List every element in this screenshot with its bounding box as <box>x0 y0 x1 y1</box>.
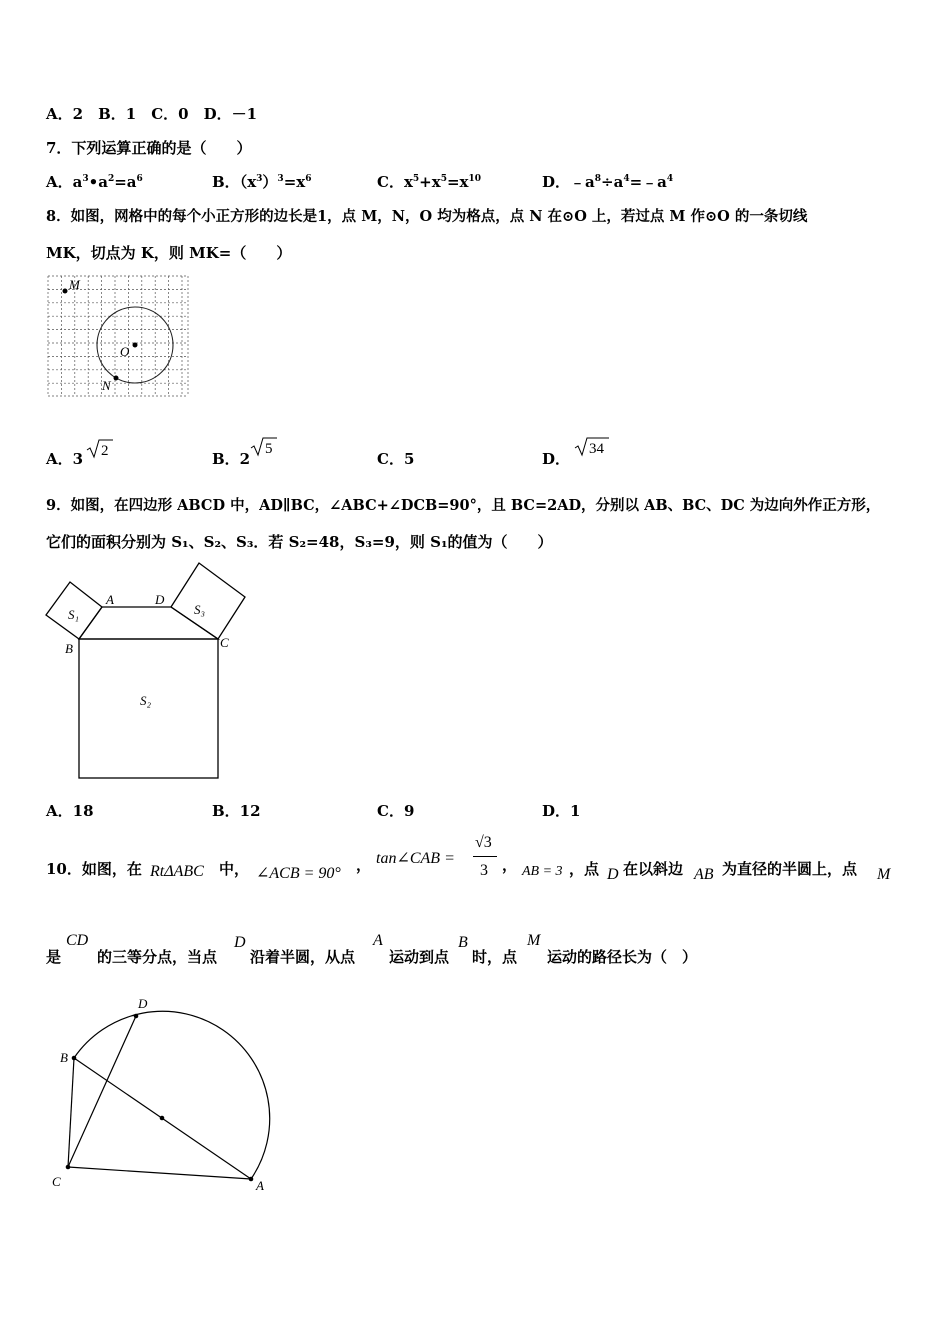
q10-segment-cd: CD <box>66 932 89 949</box>
point-b <box>72 1056 77 1061</box>
q8-option-a-radical <box>86 438 114 460</box>
label-c: C <box>52 1174 61 1189</box>
q10-point-d: D <box>607 866 619 883</box>
square-s3 <box>171 563 245 639</box>
q6-options: A．2 B．1 C．0 D．－1 <box>46 105 258 123</box>
label-o: O <box>120 344 130 359</box>
q10-segment-ab: AB <box>694 866 714 883</box>
q10-rt-triangle: RtΔABC <box>150 863 204 880</box>
q10-line2-text1: 的三等分点，当点 <box>97 948 218 966</box>
q9-stem-line1: 9．如图，在四边形 ABCD 中，AD∥BC，∠ABC+∠DCB=90°，且 BC=2AD，分别以 AB、BC、DC 为边向外作正方形， <box>46 497 881 514</box>
q9-option-d: D．1 <box>542 802 581 820</box>
label-s3: S₃ <box>194 602 206 617</box>
q7-option-c: C．$x^5+x^5=x^{10}$ <box>377 173 481 191</box>
q10-angle-acb: ∠ACB = 90° <box>256 865 341 882</box>
label-a: A <box>256 1178 264 1193</box>
q10-line2-text4: 时，点 <box>472 948 518 966</box>
svg-text:34: 34 <box>589 441 604 457</box>
label-a: A <box>106 592 114 607</box>
point-o <box>133 343 138 348</box>
label-n: N <box>102 378 111 393</box>
q10-figure <box>40 990 280 1200</box>
semicircle-ab <box>74 1011 270 1179</box>
q7-option-b: B．$(x^3)^3=x^6$ <box>212 173 312 191</box>
q9-stem-line2: 它们的面积分别为 S₁、S₂、S₃．若 S₂=48，S₃=9，则 S₁的值为（ ） <box>46 533 553 551</box>
q10-line2-shi: 是 <box>46 948 62 966</box>
q10-line2-point-b: B <box>458 934 468 951</box>
point-m <box>63 289 68 294</box>
q8-option-d: D． <box>542 450 571 468</box>
q10-text-zhong: 中， <box>219 860 250 878</box>
q10-text-dian: ，点 <box>569 860 600 878</box>
q8-grid-figure <box>48 276 188 398</box>
q10-text-hypotenuse: 在以斜边 <box>623 860 684 878</box>
q9-option-a: A．18 <box>46 802 94 820</box>
svg-text:2: 2 <box>101 443 109 459</box>
q10-frac-bar <box>473 856 497 857</box>
label-s1: S₁ <box>68 607 80 622</box>
q10-line2-text3: 运动到点 <box>389 948 450 966</box>
q10-line2-text5: 运动的路径长为（ ） <box>547 948 698 966</box>
segment-bc <box>68 1058 74 1167</box>
q10-line2-point-m: M <box>527 932 541 949</box>
q9-option-c: C．9 <box>377 802 415 820</box>
q10-frac-denominator: 3 <box>480 862 488 879</box>
q10-frac-numerator: √3 <box>475 834 492 851</box>
point-midpoint <box>160 1116 165 1121</box>
label-d: D <box>138 996 148 1011</box>
segment-ca <box>68 1167 251 1179</box>
q8-stem-line2: MK，切点为 K，则 MK=（ ） <box>46 244 292 262</box>
q7-option-a: A．$a^3•a^2=a^6$ <box>46 173 143 191</box>
q10-line2-point-a: A <box>373 932 383 949</box>
q8-option-b-radical <box>250 436 278 458</box>
q8-option-d-radical <box>574 436 610 458</box>
point-a <box>249 1177 254 1182</box>
q10-ab-length: AB = 3 <box>522 864 563 879</box>
square-s2 <box>79 639 218 778</box>
q7-option-d: D．$﹣a^8\div a^4=﹣a^4$ <box>542 173 674 191</box>
q8-option-b: B．2 <box>212 450 251 468</box>
q10-comma2: ， <box>502 856 518 874</box>
q8-option-a: A．3 <box>46 450 84 468</box>
point-d <box>134 1014 139 1019</box>
q10-text-semicircle: 为直径的半圆上，点 <box>722 860 858 878</box>
q10-line2-text2: 沿着半圆，从点 <box>250 948 356 966</box>
q8-stem-line1: 8．如图，网格中的每个小正方形的边长是1，点 M，N，O 均为格点，点 N 在⊙O 上，若过点 M 作⊙O 的一条切线 <box>46 208 808 225</box>
svg-text:5: 5 <box>265 441 273 457</box>
q10-intro: 10．如图，在 <box>46 860 142 878</box>
point-c <box>66 1165 71 1170</box>
q7-stem: 7．下列运算正确的是（ ） <box>46 139 252 157</box>
q10-comma1: ， <box>356 856 372 874</box>
q10-line2-point-d: D <box>234 934 246 951</box>
segment-cd <box>68 1016 136 1167</box>
point-n <box>114 376 119 381</box>
q8-option-c: C．5 <box>377 450 415 468</box>
q9-figure <box>44 560 254 785</box>
label-b: B <box>60 1050 68 1065</box>
q10-tan: tan∠CAB = <box>376 850 455 867</box>
q10-point-m: M <box>877 866 891 883</box>
label-c: C <box>220 635 229 650</box>
q9-option-b: B．12 <box>212 802 261 820</box>
label-m: M <box>69 277 80 292</box>
label-b: B <box>65 641 73 656</box>
label-d: D <box>155 592 165 607</box>
label-s2: S₂ <box>140 693 152 708</box>
